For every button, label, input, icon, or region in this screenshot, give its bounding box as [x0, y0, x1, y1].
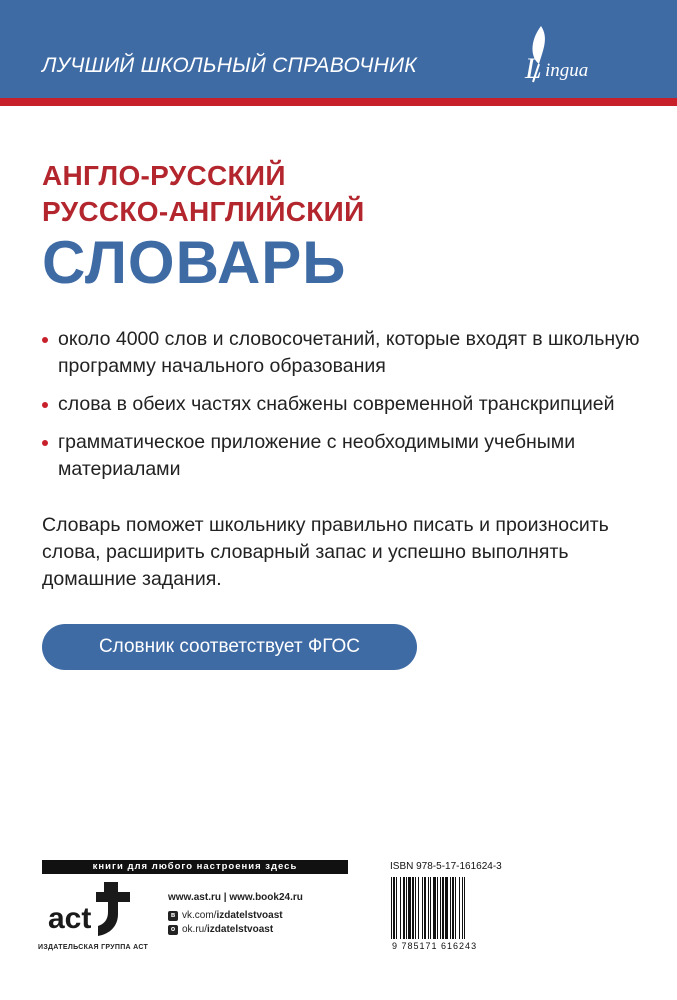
header-band: [0, 0, 677, 98]
barcode-bar: [412, 877, 414, 939]
ast-logo-text: act: [48, 902, 92, 935]
title-line-1: АНГЛО-РУССКИЙ: [42, 160, 286, 191]
ok-prefix: ok.ru/: [182, 924, 208, 935]
barcode-bar: [418, 877, 419, 939]
barcode-bar: [408, 877, 411, 939]
ok-link[interactable]: [168, 924, 273, 935]
barcode-bar: [452, 877, 454, 939]
barcode-bar: [450, 877, 451, 939]
series-title: ЛУЧШИЙ ШКОЛЬНЫЙ СПРАВОЧНИК: [42, 54, 417, 77]
bullet-icon: [42, 440, 48, 446]
barcode-bar: [424, 877, 426, 939]
feature-list: [42, 326, 662, 494]
title-main: СЛОВАРЬ: [42, 229, 347, 296]
barcode-bar: [433, 877, 436, 939]
website-links[interactable]: www.ast.ru | www.book24.ru: [168, 892, 303, 903]
description: Словарь поможет школьнику правильно писать и произносить слова, расширить словарный запас и успешно выполнять домашние задания.: [42, 514, 609, 590]
vk-handle: izdatelstvoast: [216, 910, 283, 921]
header-stripe: [0, 98, 677, 106]
barcode-bar: [396, 877, 397, 939]
title-line-2: РУССКО-АНГЛИЙСКИЙ: [42, 196, 365, 227]
vk-prefix: vk.com/: [182, 910, 217, 921]
barcode-bar: [440, 877, 441, 939]
barcode-bar: [403, 877, 405, 939]
slogan-bar: книги для любого настроения здесь: [42, 860, 348, 874]
fgos-badge: Словник соответствует ФГОС: [42, 624, 417, 670]
barcode-bar: [430, 877, 431, 939]
barcode-bar: [442, 877, 444, 939]
ast-logo: [46, 878, 146, 938]
barcode-bar: [400, 877, 401, 939]
vk-icon: в: [168, 911, 178, 921]
isbn-text: ISBN 978-5-17-161624-3: [390, 861, 502, 872]
barcode-bar: [462, 877, 463, 939]
vk-link[interactable]: [168, 910, 283, 921]
ok-handle: izdatelstvoast: [207, 924, 274, 935]
feature-text: около 4000 слов и словосочетаний, которые входят в школьную программу начального образования: [58, 328, 640, 377]
barcode-bar: [464, 877, 465, 939]
feature-item: [42, 326, 662, 380]
barcode-bar: [445, 877, 448, 939]
barcode-bar: [459, 877, 460, 939]
lingua-logo: [519, 20, 619, 90]
barcode-bar: [455, 877, 456, 939]
barcode-bar: [415, 877, 416, 939]
feature-item: [42, 429, 662, 483]
publisher-name: ИЗДАТЕЛЬСКАЯ ГРУППА АСТ: [38, 944, 149, 951]
barcode-bar: [428, 877, 429, 939]
bullet-icon: [42, 402, 48, 408]
barcode-bar: [391, 877, 392, 939]
feature-text: слова в обеих частях снабжены современной транскрипцией: [58, 393, 615, 415]
barcode-bar: [422, 877, 423, 939]
feature-text: грамматическое приложение с необходимыми учебными материалами: [58, 431, 576, 480]
feature-item: [42, 391, 662, 418]
barcode-bar: [437, 877, 438, 939]
lingua-initial: L: [525, 52, 542, 85]
lingua-wordmark: ingua: [545, 60, 589, 81]
barcode-bar: [406, 877, 407, 939]
barcode-bar: [393, 877, 395, 939]
cross-icon: [96, 882, 130, 936]
barcode-digits: 9 785171 616243: [392, 941, 478, 951]
bullet-icon: [42, 337, 48, 343]
ok-icon: o: [168, 925, 178, 935]
